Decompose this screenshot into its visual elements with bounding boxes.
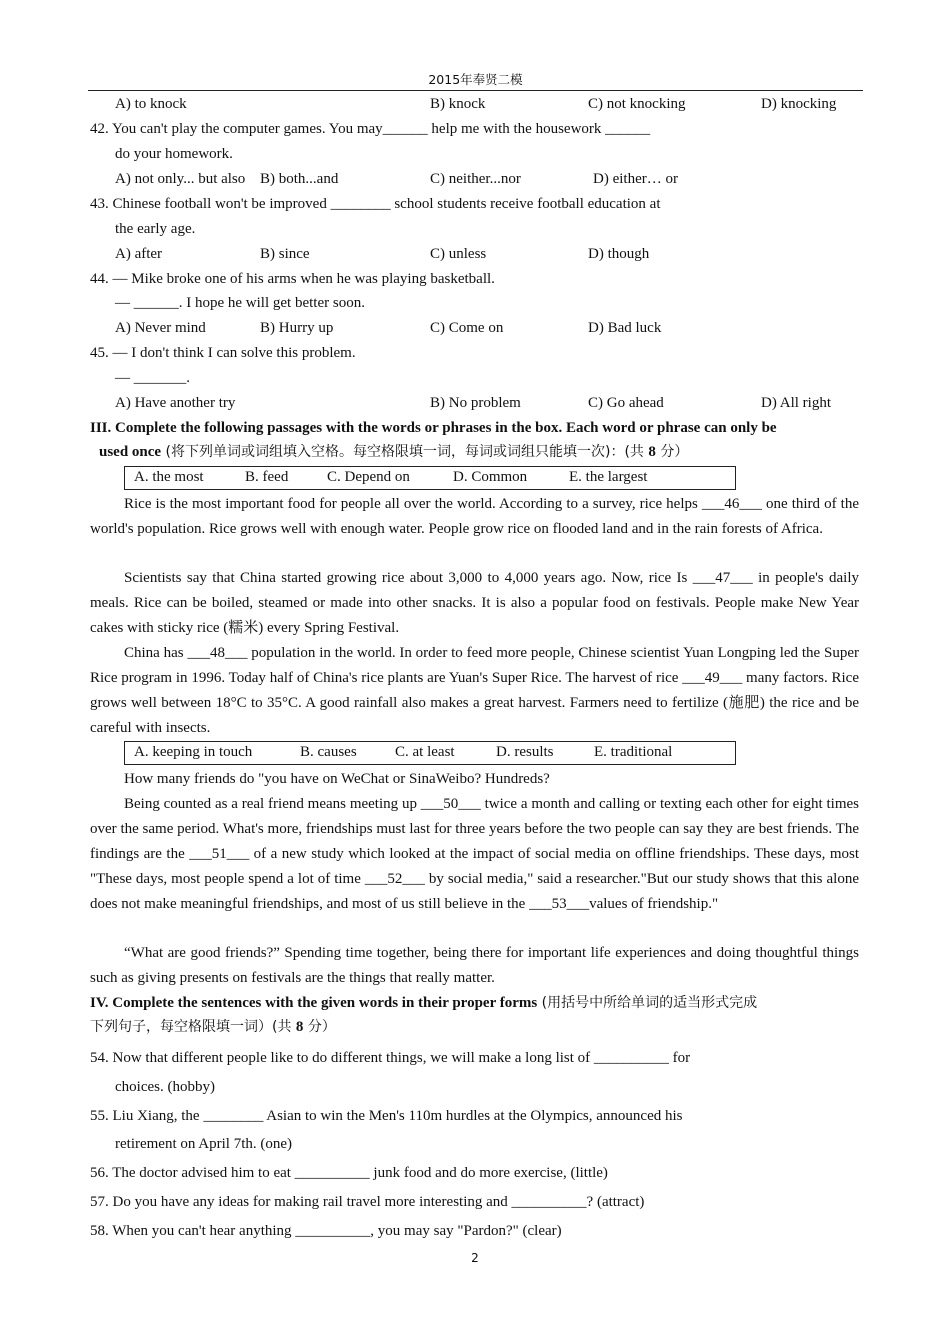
q56-stem: 56. The doctor advised him to eat __________ junk food and do more exercise, (little)	[90, 1165, 608, 1181]
passage2-para1: How many friends do "you have on WeChat or SinaWeibo? Hundreds?	[124, 771, 550, 787]
passage1-para3: China has ___48___ population in the world. In order to feed more people, Chinese scientist Yuan Longping led the Super Rice program in 1996. Today half of China's rice plants are Yuan's Super Rice. The harvest of rice ___49___ many factors. Rice grows well between 18°C to 35°C. A good rainfall also makes a great harvest. Farmers need to fertilize (施肥) the rice and be careful with insects.	[90, 645, 859, 736]
word-box-2	[124, 741, 736, 765]
q44-option-b: B) Hurry up	[260, 320, 334, 336]
section3-title-bold: used once	[99, 444, 162, 460]
word-box-1	[124, 466, 736, 490]
q45-stem: 45. — I don't think I can solve this problem.	[90, 345, 356, 361]
q42-option-b: B) both...and	[260, 171, 339, 187]
box2-item-e: E. traditional	[594, 744, 673, 760]
box2-item-c: C. at least	[395, 744, 455, 760]
q57-stem: 57. Do you have any ideas for making rail travel more interesting and __________? (attract)	[90, 1194, 645, 1210]
section4-title-line2	[90, 1017, 336, 1037]
section4-title-instructions-cont: 下列句子，每空格限填一词）(共	[90, 1019, 296, 1035]
q42-option-d: D) either… or	[593, 171, 678, 187]
section4-title	[90, 993, 757, 1013]
box1-item-d: D. Common	[453, 469, 528, 485]
q42-stem: 42. You can't play the computer games. You may______ help me with the housework ______	[90, 121, 651, 137]
q44-option-c: C) Come on	[430, 320, 504, 336]
box1-item-b: B. feed	[245, 469, 289, 485]
page-number: 2	[471, 1251, 479, 1265]
q54-stem: 54. Now that different people like to do different things, we will make a long list of __________ for	[90, 1050, 691, 1066]
section3-score: 8	[648, 444, 656, 460]
section4-score: 8	[295, 1019, 304, 1035]
q45-option-d: D) All right	[761, 395, 831, 411]
q45-stem-cont: — _______.	[115, 370, 190, 386]
q42-option-c: C) neither...nor	[430, 171, 521, 187]
box1-item-c: C. Depend on	[327, 469, 410, 485]
section3-title-end: 分）	[655, 444, 689, 460]
section4-title-instructions: (用括号中所给单词的适当形式完成	[537, 995, 758, 1011]
q45-option-c: C) Go ahead	[588, 395, 664, 411]
section4-title-bold: IV. Complete the sentences with the given words in their proper forms	[90, 995, 538, 1011]
q44-option-d: D) Bad luck	[588, 320, 662, 336]
passage2-para2: Being counted as a real friend means meeting up ___50___ twice a month and calling or texting each other for eight times over the same period. What's more, friendships must last for three years before the two people can say they are best friends. The findings are the ___51___ of a new study which looked at the impact of social media on offline friendships. These days, most "These days, most people spend a lot of time ___52___ by social media," said a researcher."But our study shows that this alone does not make meaningful friendships, and most of us still believe in the ___53___values of friendship."	[90, 796, 859, 912]
q43-option-c: C) unless	[430, 246, 487, 262]
q43-option-a: A) after	[115, 246, 163, 262]
q43-option-d: D) though	[588, 246, 650, 262]
box2-item-a: A. keeping in touch	[134, 744, 253, 760]
q44-option-a: A) Never mind	[115, 320, 206, 336]
passage1-para1: Rice is the most important food for people all over the world. According to a survey, rice helps ___46___ one third of the world's population. Rice grows well with enough water. People grow rice on flooded land and in the rain forests of Africa.	[90, 496, 859, 537]
q45-option-a: A) Have another try	[115, 395, 236, 411]
box1-item-a: A. the most	[134, 469, 204, 485]
q43-stem-cont: the early age.	[115, 221, 196, 237]
q45-option-b: B) No problem	[430, 395, 521, 411]
q43-stem: 43. Chinese football won't be improved ________ school students receive football education at	[90, 196, 661, 212]
q42-option-a: A) not only... but also	[115, 171, 246, 187]
q43-option-b: B) since	[260, 246, 310, 262]
section4-title-end: 分）	[303, 1019, 336, 1035]
q41-option-a: A) to knock	[115, 96, 187, 112]
q41-option-d: D) knocking	[761, 96, 837, 112]
section3-title-instructions: (将下列单词或词组填入空格。每空格限填一词，每词或词组只能填一次)：(共	[161, 444, 649, 460]
box2-item-b: B. causes	[300, 744, 357, 760]
q42-stem-cont: do your homework.	[115, 146, 233, 162]
section3-title: III. Complete the following passages with the words or phrases in the box. Each word or phrase can only be	[90, 420, 777, 436]
box1-item-e: E. the largest	[569, 469, 648, 485]
q58-stem: 58. When you can't hear anything __________, you may say "Pardon?" (clear)	[90, 1223, 562, 1239]
q54-stem-cont: choices. (hobby)	[115, 1079, 215, 1095]
q41-option-b: B) knock	[430, 96, 486, 112]
q55-stem-cont: retirement on April 7th. (one)	[115, 1136, 293, 1152]
q44-stem-cont: — ______. I hope he will get better soon.	[115, 295, 365, 311]
box2-item-d: D. results	[496, 744, 554, 760]
passage2-para3: “What are good friends?” Spending time together, being there for important life experiences and doing thoughtful things such as giving presents on festivals are the things that really matter.	[90, 945, 859, 986]
section3-title-line2	[99, 442, 688, 462]
page-header: 2015年奉贤二模	[88, 70, 863, 91]
passage1-para2: Scientists say that China started growing rice about 3,000 to 4,000 years ago. Now, rice Is ___47___ in people's daily meals. Rice can be boiled, steamed or made into other snacks. It is also a popular food on festivals. People make New Year cakes with sticky rice (糯米) every Spring Festival.	[90, 570, 859, 636]
q41-option-c: C) not knocking	[588, 96, 686, 112]
q44-stem: 44. — Mike broke one of his arms when he was playing basketball.	[90, 271, 495, 287]
q55-stem: 55. Liu Xiang, the ________ Asian to win the Men's 110m hurdles at the Olympics, announced his	[90, 1108, 683, 1124]
